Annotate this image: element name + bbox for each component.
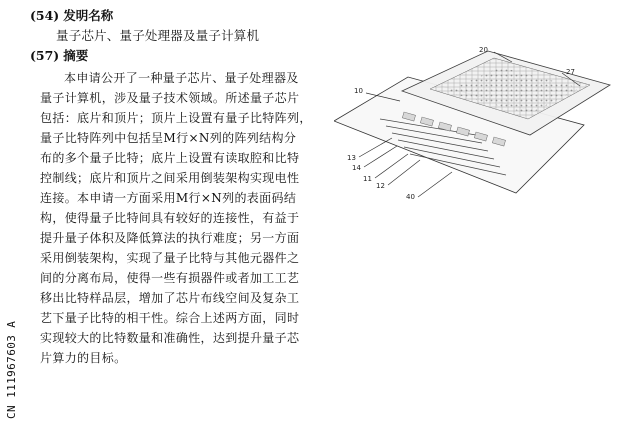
abstract-line: 片算力的目标。 (40, 351, 127, 365)
abstract-line: 采用倒装架构，实现了量子比特与其他元器件之 (40, 251, 300, 265)
abstract-line: 构，使得量子比特间具有较好的连接性，有益于 (40, 211, 300, 225)
abstract-line: 间的分离布局，使得一些有损器件或者加工工艺 (40, 271, 300, 285)
abstract-line: 本申请公开了一种量子芯片、量子处理器及 (64, 71, 299, 85)
abstract-line: 量子计算机，涉及量子技术领域。所述量子芯片 (40, 91, 300, 105)
quantum-chip-diagram (334, 43, 612, 201)
figure-label-left-d: 12 (376, 182, 385, 190)
quantum-chip-figure (334, 43, 612, 201)
abstract-code: (57) (30, 48, 60, 63)
abstract-line: 控制线；底片和顶片之间采用倒装架构实现电性 (40, 171, 300, 185)
abstract-line: 布的多个量子比特；底片上设置有读取腔和比特 (40, 151, 300, 165)
figure-label-bottom: 40 (406, 193, 415, 201)
figure-label-left-c: 11 (363, 175, 372, 183)
abstract-line: 移出比特样品层，增加了芯片布线空间及复杂工 (40, 291, 300, 305)
figure-label-left-b: 14 (352, 164, 361, 172)
abstract-line: 实现较大的比特数量和准确性，达到提升量子芯 (40, 331, 300, 345)
abstract-heading (30, 47, 88, 64)
abstract-label: 摘要 (63, 48, 89, 63)
abstract-text (40, 68, 310, 368)
title-field-heading (30, 7, 113, 24)
abstract-line: 艺下量子比特的相干性。综合上述两方面，同时 (40, 311, 300, 325)
invention-title: 量子芯片、量子处理器及量子计算机 (56, 28, 260, 43)
document-side-identifier: CN 111967603 A (5, 320, 18, 420)
abstract-line: 量子比特阵列中包括呈M行×N列的阵列结构分 (40, 131, 297, 145)
abstract-line: 提升量子体积及降低算法的执行难度；另一方面 (40, 231, 300, 245)
title-field-label: 发明名称 (63, 8, 114, 23)
figure-label-top-left: 10 (354, 87, 363, 95)
figure-label-left-a: 13 (347, 154, 356, 162)
title-field-code: (54) (30, 8, 60, 23)
figure-label-top-right: 20 (479, 46, 488, 54)
abstract-line: 包括：底片和顶片；顶片上设置有量子比特阵列， (40, 111, 312, 125)
abstract-line: 连接。本申请一方面采用M行×N列的表面码结 (40, 191, 297, 205)
figure-label-chip-right: 27 (566, 68, 575, 76)
